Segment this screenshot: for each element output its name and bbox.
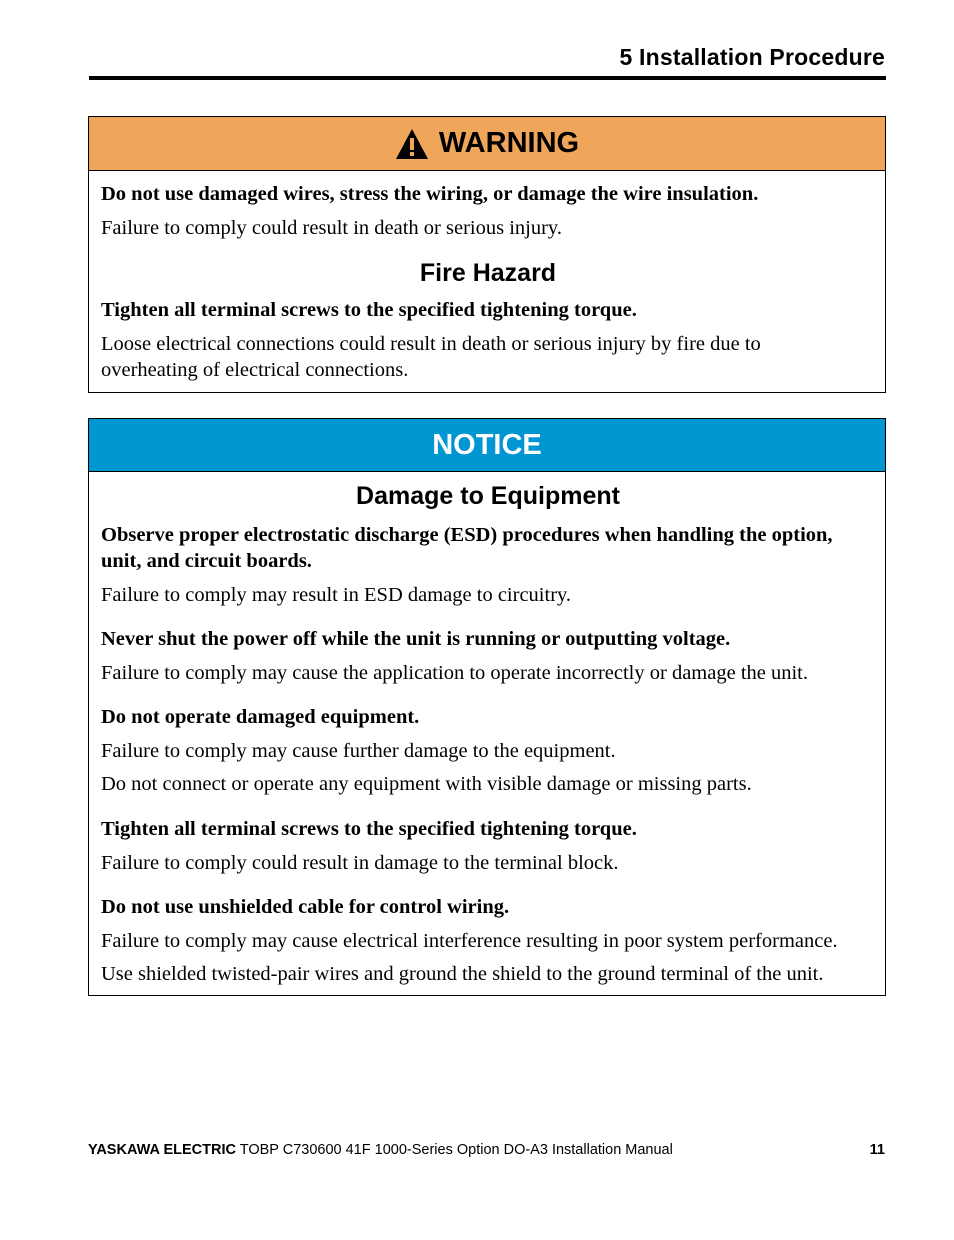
- header-rule: [89, 76, 886, 80]
- notice-box: [88, 418, 886, 996]
- fire-hazard-text-line2: overheating of electrical connections.: [101, 359, 409, 381]
- notice-item-text: Failure to comply could result in damage to the terminal block.: [101, 852, 619, 874]
- warning-triangle-icon: [395, 128, 429, 160]
- notice-item-bold: Tighten all terminal screws to the specified tightening torque.: [101, 818, 637, 840]
- notice-item-text: Use shielded twisted-pair wires and ground the shield to the ground terminal of the unit.: [101, 963, 824, 985]
- notice-item-text: Failure to comply may cause electrical interference resulting in poor system performance.: [101, 930, 838, 952]
- notice-item-text: Failure to comply may result in ESD damage to circuitry.: [101, 584, 572, 606]
- notice-item-text: Failure to comply may cause further damage to the equipment.: [101, 740, 616, 762]
- notice-item-bold: Do not use unshielded cable for control wiring.: [101, 896, 510, 918]
- warning-header: [89, 117, 885, 171]
- notice-item-text: Do not connect or operate any equipment with visible damage or missing parts.: [101, 773, 752, 795]
- footer-doc-title: TOBP C730600 41F 1000-Series Option DO-A3 Installation Manual: [235, 1142, 673, 1158]
- fire-hazard-bold: Tighten all terminal screws to the specified tightening torque.: [101, 299, 637, 321]
- section-title: 5 Installation Procedure: [619, 44, 885, 70]
- page-number: 11: [869, 1142, 885, 1158]
- footer-brand: YASKAWA ELECTRIC: [88, 1142, 236, 1158]
- notice-item-bold: Never shut the power off while the unit is running or outputting voltage.: [101, 628, 731, 650]
- notice-item-bold: Observe proper electrostatic discharge (ESD) procedures when handling the option,: [101, 524, 833, 546]
- notice-item-bold: Do not operate damaged equipment.: [101, 706, 420, 728]
- warning-item-text: Failure to comply could result in death or serious injury.: [101, 217, 562, 239]
- notice-item-bold: unit, and circuit boards.: [101, 550, 312, 572]
- notice-label: NOTICE: [432, 428, 542, 461]
- notice-header: [89, 419, 885, 472]
- fire-hazard-title: Fire Hazard: [419, 259, 557, 287]
- footer-doc-info: [88, 1142, 673, 1158]
- warning-item-bold: Do not use damaged wires, stress the wiring, or damage the wire insulation.: [101, 183, 759, 205]
- notice-item-text: Failure to comply may cause the application to operate incorrectly or damage the unit.: [101, 662, 808, 684]
- warning-label: WARNING: [438, 127, 580, 159]
- warning-box: [88, 116, 886, 393]
- damage-title: Damage to Equipment: [356, 482, 620, 510]
- fire-hazard-text-line1: Loose electrical connections could result in death or serious injury by fire due to: [101, 333, 761, 355]
